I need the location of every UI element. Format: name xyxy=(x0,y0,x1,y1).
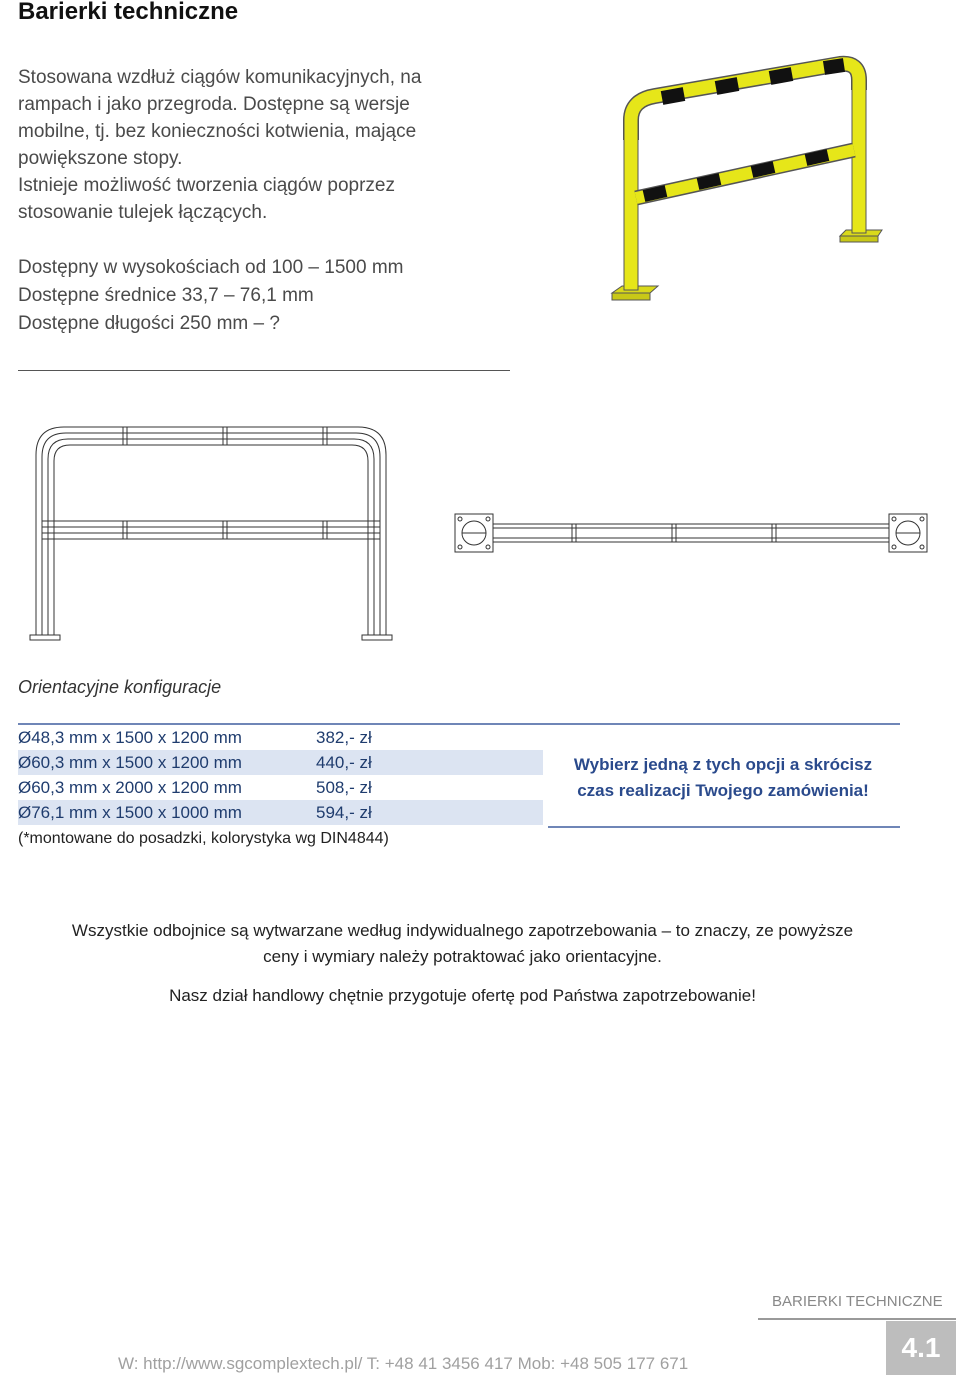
table-row xyxy=(18,750,543,775)
disclaimer-text xyxy=(0,918,925,970)
disclaimer-line: ceny i wymiary należy potraktować jako orientacyjne. xyxy=(263,947,662,966)
spec-heights: Dostępny w wysokościach od 100 – 1500 mm xyxy=(18,257,404,278)
config-name: Ø48,3 mm x 1500 x 1200 mm xyxy=(18,728,242,747)
barrier-top-view-drawing xyxy=(452,510,932,558)
promo-line: Wybierz jedną z tych opcji a skrócisz xyxy=(573,755,873,774)
config-price: 440,- zł xyxy=(316,753,372,772)
config-name: Ø76,1 mm x 1500 x 1000 mm xyxy=(18,803,242,822)
spec-list xyxy=(18,254,403,338)
promo-line: czas realizacji Twojego zamówienia! xyxy=(577,781,869,800)
page-number: 4.1 xyxy=(886,1321,956,1375)
page-title: Barierki techniczne xyxy=(18,0,239,25)
config-price: 508,- zł xyxy=(316,778,372,797)
footer-divider xyxy=(758,1318,956,1320)
config-price: 594,- zł xyxy=(316,803,372,822)
config-name: Ø60,3 mm x 2000 x 1200 mm xyxy=(18,778,242,797)
promo-top-rule xyxy=(18,723,900,725)
table-row xyxy=(18,800,543,825)
product-description xyxy=(18,64,478,226)
disclaimer-line: Wszystkie odbojnice są wytwarzane według indywidualnego zapotrzebowania – to znaczy, ze powyższe xyxy=(71,921,854,940)
promo-bottom-rule xyxy=(548,826,900,828)
table-row xyxy=(18,725,543,750)
config-name: Ø60,3 mm x 1500 x 1200 mm xyxy=(18,753,242,772)
configurations-table xyxy=(18,725,543,825)
configurations-heading: Orientacyjne konfiguracje xyxy=(18,677,222,697)
spec-diameters: Dostępne średnice 33,7 – 76,1 mm xyxy=(18,285,314,306)
sales-offer-text: Nasz dział handlowy chętnie przygotuje ofertę pod Państwa zapotrzebowanie! xyxy=(169,986,756,1005)
footer-section-label: BARIERKI TECHNICZNE xyxy=(772,1293,943,1310)
table-row xyxy=(18,775,543,800)
spec-lengths: Dostępne długości 250 mm – ? xyxy=(18,313,280,334)
section-divider xyxy=(18,370,510,371)
promo-callout xyxy=(548,752,898,804)
footer-contact: W: http://www.sgcomplextech.pl/ T: +48 41 3456 417 Mob: +48 505 177 671 xyxy=(118,1354,689,1373)
config-price: 382,- zł xyxy=(316,728,372,747)
configurations-note: (*montowane do posadzki, kolorystyka wg DIN4844) xyxy=(18,830,389,847)
barrier-3d-image xyxy=(600,50,900,315)
description-paragraph: Istnieje możliwość tworzenia ciągów poprzez stosowanie tulejek łączących. xyxy=(18,175,395,223)
barrier-front-view-drawing xyxy=(28,425,398,645)
description-paragraph: Stosowana wzdłuż ciągów komunikacyjnych, na rampach i jako przegroda. Dostępne są wersje mobilne, tj. bez konieczności kotwienia, mające powiększone stopy. xyxy=(18,67,422,169)
